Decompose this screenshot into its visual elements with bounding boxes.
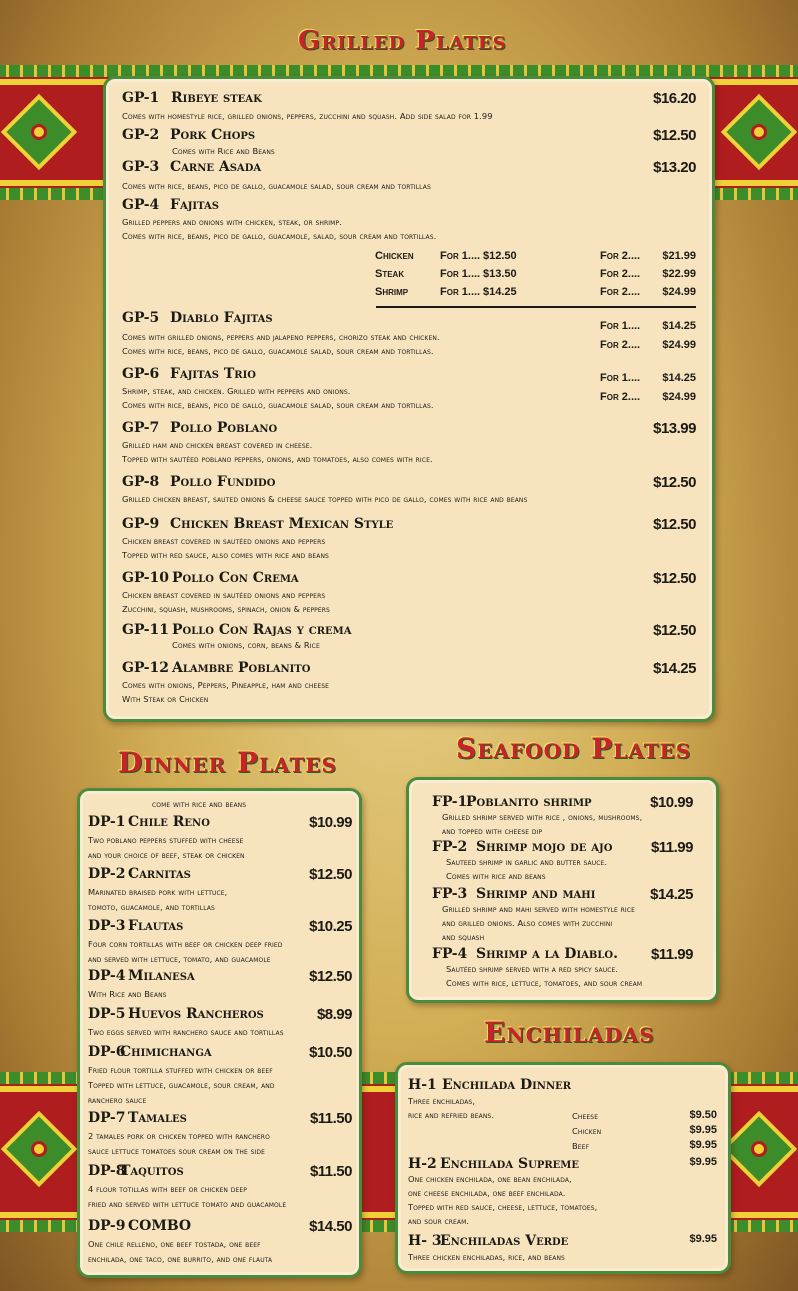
dinner-item-code: DP-2 — [88, 866, 126, 882]
seafood-item-code: FP-3 — [432, 886, 468, 902]
grilled-item-name: Diablo Fajitas — [170, 310, 273, 326]
seafood-plates-title: Seafood Plates — [456, 732, 692, 765]
grilled-item-code: GP-7 — [122, 420, 160, 436]
fajita-for2-label: For 2.... — [600, 286, 641, 298]
grilled-item-price: $13.99 — [653, 420, 696, 437]
seafood-item-description: Comes with rice, lettuce, tomatoes, and sour cream — [446, 978, 643, 988]
seafood-item-code: FP-1 — [432, 794, 468, 810]
dinner-item-name: Chimichanga — [120, 1044, 212, 1060]
dinner-item-name: Taquitos — [120, 1163, 184, 1179]
diamond-ornament-icon — [721, 94, 797, 170]
grilled-item-code: GP-1 — [122, 90, 160, 106]
enchilada-item-description: Three enchiladas, — [408, 1096, 476, 1106]
fajita-meat-label: Steak — [375, 268, 405, 280]
fajita-price-1: $14.25 — [483, 286, 517, 298]
dinner-item-code: DP-3 — [88, 918, 126, 934]
fajita-price-2: $24.99 — [662, 286, 696, 298]
grilled-plates-title: Grilled Plates — [298, 26, 507, 56]
grilled-item-name: Pollo Fundido — [170, 474, 276, 490]
diablo-price: $14.25 — [662, 320, 696, 332]
grilled-item-code: GP-8 — [122, 474, 160, 490]
grilled-item-code: GP-9 — [122, 516, 160, 532]
dinner-item-description: enchilada, one taco, one burrito, and one flauta — [88, 1254, 273, 1264]
dinner-item-price: $11.50 — [309, 1110, 352, 1127]
enchilada-item-name: Enchilada Dinner — [442, 1077, 572, 1093]
dinner-item-description: With Rice and Beans — [88, 989, 167, 999]
enchilada-option-price: $9.95 — [689, 1124, 717, 1136]
dinner-item-code: DP-4 — [88, 968, 126, 984]
enchiladas-title: Enchiladas — [484, 1016, 655, 1049]
seafood-item-description: Sauteed shrimp in garlic and butter sauce. — [446, 857, 608, 867]
grilled-item-code: GP-2 — [122, 127, 160, 143]
seafood-item-price: $14.25 — [650, 886, 693, 903]
dinner-item-code: DP-6 — [88, 1044, 126, 1060]
dinner-plates-title: Dinner Plates — [118, 746, 337, 779]
grilled-item-code: GP-6 — [122, 366, 160, 382]
enchilada-item-price: $9.95 — [689, 1233, 717, 1245]
dinner-item-description: tomoto, guacamole, and tortillas — [88, 902, 215, 912]
enchilada-item-description: one cheese enchilada, one beef enchilada. — [408, 1188, 566, 1198]
dinner-item-description: and your choice of beef, steak or chicken — [88, 850, 245, 860]
grilled-item-description: Comes with rice, beans, pico de gallo, guacamole salad, sour cream and tortillas. — [122, 346, 434, 356]
grilled-item-code: GP-5 — [122, 310, 160, 326]
dinner-item-name: COMBO — [128, 1218, 192, 1234]
grilled-item-name: Fajitas — [170, 197, 219, 213]
grilled-item-name: Ribeye steak — [171, 90, 262, 106]
grilled-item-code: GP-12 — [122, 660, 170, 676]
fajita-for2-label: For 2.... — [600, 250, 641, 262]
seafood-item-name: Shrimp a la Diablo. — [476, 946, 618, 962]
grilled-item-description: Comes with onions, Peppers, Pineapple, ham and cheese — [122, 680, 330, 690]
dinner-item-description: ranchero sauce — [88, 1095, 147, 1105]
dinner-item-price: $10.99 — [309, 814, 352, 831]
dinner-item-price: $8.99 — [316, 1006, 352, 1023]
trio-price: $14.25 — [662, 372, 696, 384]
enchilada-item-description: rice and refried beans. — [408, 1110, 495, 1120]
enchilada-item-description: One chicken enchilada, one bean enchilada, — [408, 1174, 572, 1184]
dinner-item-name: Milanesa — [128, 968, 195, 984]
dinner-item-code: DP-7 — [88, 1110, 126, 1126]
grilled-item-name: Chicken Breast Mexican Style — [170, 516, 394, 532]
dinner-item-description: 4 flour totillas with beef or chicken deep — [88, 1184, 247, 1194]
grilled-item-name: Carne Asada — [170, 159, 262, 175]
enchilada-option-label: Chicken — [572, 1126, 602, 1136]
fajita-for1-label: For 1.... — [440, 268, 481, 280]
dinner-item-description: Marinated braised pork with lettuce, — [88, 887, 228, 897]
enchilada-item-code: H-1 — [408, 1077, 437, 1093]
dinner-item-description: Two eggs served with ranchero sauce and tortillas — [88, 1027, 284, 1037]
enchilada-option-price: $9.50 — [689, 1109, 717, 1121]
grilled-item-description: With Steak or Chicken — [122, 694, 209, 704]
grilled-item-name: Fajitas Trio — [170, 366, 256, 382]
seafood-item-code: FP-4 — [432, 946, 468, 962]
enchilada-item-code: H- 3 — [408, 1233, 442, 1249]
dinner-item-price: $12.50 — [309, 968, 352, 985]
grilled-item-price: $16.20 — [653, 90, 696, 107]
dinner-item-price: $10.50 — [309, 1044, 352, 1061]
grilled-item-description: Zucchini, squash, mushrooms, spinach, onion & peppers — [122, 604, 330, 614]
grilled-item-description: Comes with onions, corn, beans & Rice — [172, 640, 320, 650]
seafood-item-code: FP-2 — [432, 839, 468, 855]
seafood-item-price: $10.99 — [650, 794, 693, 811]
seafood-item-description: Grilled shrimp and mahi served with homestyle rice — [442, 904, 635, 914]
enchilada-item-name: Enchiladas Verde — [440, 1233, 569, 1249]
dinner-item-description: Fried flour tortilla stuffed with chicken or beef — [88, 1065, 273, 1075]
seafood-item-description: Grilled shrimp served with rice , onions, mushrooms, — [442, 812, 643, 822]
diablo-price: $24.99 — [662, 339, 696, 351]
grilled-item-code: GP-3 — [122, 159, 160, 175]
fajita-price-2: $21.99 — [662, 250, 696, 262]
dinner-item-price: $10.25 — [309, 918, 352, 935]
seafood-item-description: Comes with rice and beans — [446, 871, 546, 881]
grilled-item-description: Comes with grilled onions, peppers and jalapeno peppers, chorizo steak and chicken. — [122, 332, 440, 342]
dinner-item-name: Huevos Rancheros — [128, 1006, 264, 1022]
grilled-item-description: Grilled ham and chicken breast covered in cheese. — [122, 440, 313, 450]
dinner-item-price: $11.50 — [309, 1163, 352, 1180]
trio-size-label: For 1.... — [600, 372, 641, 384]
diamond-ornament-icon — [721, 1111, 797, 1187]
grilled-item-description: Comes with rice, beans, pico de gallo, guacamole, salad, sour cream and tortillas. — [122, 231, 437, 241]
grilled-item-price: $12.50 — [653, 622, 696, 639]
grilled-item-description: Shrimp, steak, and chicken. Grilled with peppers and onions. — [122, 386, 351, 396]
trio-price: $24.99 — [662, 391, 696, 403]
grilled-item-description: Grilled peppers and onions with chicken, steak, or shrimp. — [122, 217, 342, 227]
grilled-item-description: Grilled chicken breast, sauted onions & cheese sauce topped with pico de gallo, comes with rice and beans — [122, 494, 528, 504]
grilled-item-price: $14.25 — [653, 660, 696, 677]
grilled-item-name: Pollo Poblano — [170, 420, 278, 436]
grilled-item-description: Comes with Rice and Beans — [172, 146, 275, 156]
fajita-price-1: $12.50 — [483, 250, 517, 262]
dinner-item-name: Chile Reno — [128, 814, 210, 830]
dinner-item-code: DP-5 — [88, 1006, 126, 1022]
dinner-item-description: One chile relleno, one beef tostada, one beef — [88, 1239, 261, 1249]
grilled-item-description: Comes with rice, beans, pico de gallo, guacamole salad, sour cream and tortillas — [122, 181, 431, 191]
dinner-item-code: DP-9 — [88, 1218, 126, 1234]
grilled-item-description: Topped with sautéed poblano peppers, onions, and tomatoes, also comes with rice. — [122, 454, 433, 464]
dinner-item-description: Topped with lettuce, guacamole, sour cream, and — [88, 1080, 275, 1090]
dinner-item-description: and served with lettuce, tomato, and guacamole — [88, 954, 271, 964]
seafood-item-description: and squash — [442, 932, 485, 942]
grilled-item-price: $13.20 — [653, 159, 696, 176]
seafood-item-description: Sautéed shrimp served with a red spicy sauce. — [446, 964, 619, 974]
dinner-item-name: Flautas — [128, 918, 184, 934]
fajita-for1-label: For 1.... — [440, 286, 481, 298]
dinner-note: come with rice and beans — [152, 799, 247, 809]
fajita-for1-label: For 1.... — [440, 250, 481, 262]
diablo-size-label: For 1.... — [600, 320, 641, 332]
dinner-item-description: Four corn tortillas with beef or chicken deep fried — [88, 939, 283, 949]
grilled-item-code: GP-4 — [122, 197, 160, 213]
dinner-item-name: Tamales — [128, 1110, 187, 1126]
enchilada-item-price: $9.95 — [689, 1156, 717, 1168]
grilled-item-description: Comes with rice, beans, pico de gallo, guacamole salad, sour cream and tortillas. — [122, 400, 434, 410]
enchilada-item-description: Topped with red sauce, cheese, lettuce, tomatoes, — [408, 1202, 598, 1212]
seafood-item-price: $11.99 — [650, 839, 693, 856]
grilled-item-description: Chicken breast covered in sautéed onions and peppers — [122, 536, 326, 546]
dinner-item-description: Two poblano peppers stuffed with cheese — [88, 835, 244, 845]
seafood-item-description: and grilled onions. Also comes with zucchini — [442, 918, 613, 928]
enchilada-option-label: Cheese — [572, 1111, 599, 1121]
fajita-price-1: $13.50 — [483, 268, 517, 280]
enchilada-item-description: and sour cream. — [408, 1216, 470, 1226]
dinner-item-price: $14.50 — [309, 1218, 352, 1235]
fajita-price-2: $22.99 — [662, 268, 696, 280]
grilled-item-price: $12.50 — [653, 516, 696, 533]
seafood-item-name: Shrimp and mahi — [476, 886, 596, 902]
dinner-item-description: 2 tamales pork or chicken topped with ranchero — [88, 1131, 270, 1141]
grilled-item-price: $12.50 — [653, 127, 696, 144]
grilled-item-code: GP-11 — [122, 622, 170, 638]
dinner-item-name: Carnitas — [128, 866, 191, 882]
grilled-item-price: $12.50 — [653, 570, 696, 587]
trio-size-label: For 2.... — [600, 391, 641, 403]
fajita-meat-label: Shrimp — [375, 286, 409, 298]
diamond-ornament-icon — [1, 1111, 77, 1187]
grilled-item-name: Alambre Poblanito — [172, 660, 311, 676]
enchilada-option-label: Beef — [572, 1141, 590, 1151]
grilled-item-price: $12.50 — [653, 474, 696, 491]
grilled-item-description: Chicken breast covered in sautéed onions and peppers — [122, 590, 326, 600]
enchilada-option-price: $9.95 — [689, 1139, 717, 1151]
enchilada-item-code: H-2 — [408, 1156, 437, 1172]
seafood-item-name: Shrimp mojo de ajo — [476, 839, 613, 855]
seafood-item-name: Poblanito shrimp — [466, 794, 592, 810]
fajita-for2-label: For 2.... — [600, 268, 641, 280]
dinner-item-description: fried and served with lettuce tomato and guacamole — [88, 1199, 287, 1209]
grilled-item-name: Pollo Con Rajas y crema — [172, 622, 352, 638]
enchilada-item-name: Enchilada Supreme — [440, 1156, 579, 1172]
fajita-meat-label: Chicken — [375, 250, 414, 262]
grilled-item-description: Topped with red sauce, also comes with rice and beans — [122, 550, 329, 560]
dinner-item-code: DP-8 — [88, 1163, 126, 1179]
diamond-ornament-icon — [1, 94, 77, 170]
grilled-item-name: Pollo Con Crema — [172, 570, 299, 586]
dinner-item-code: DP-1 — [88, 814, 126, 830]
grilled-item-name: Pork Chops — [170, 127, 256, 143]
dinner-item-price: $12.50 — [309, 866, 352, 883]
diablo-size-label: For 2.... — [600, 339, 641, 351]
grilled-item-code: GP-10 — [122, 570, 170, 586]
grilled-item-description: Comes with homestyle rice, grilled onions, peppers, zucchini and squash. Add side salad for 1.99 — [122, 111, 493, 121]
seafood-item-description: and topped with cheese dip — [442, 826, 543, 836]
fajita-table-divider — [376, 306, 696, 308]
enchilada-item-description: Three chicken enchiladas, rice, and beans — [408, 1252, 565, 1262]
dinner-item-description: sauce lettuce tomatoes sour cream on the side — [88, 1146, 265, 1156]
seafood-item-price: $11.99 — [650, 946, 693, 963]
